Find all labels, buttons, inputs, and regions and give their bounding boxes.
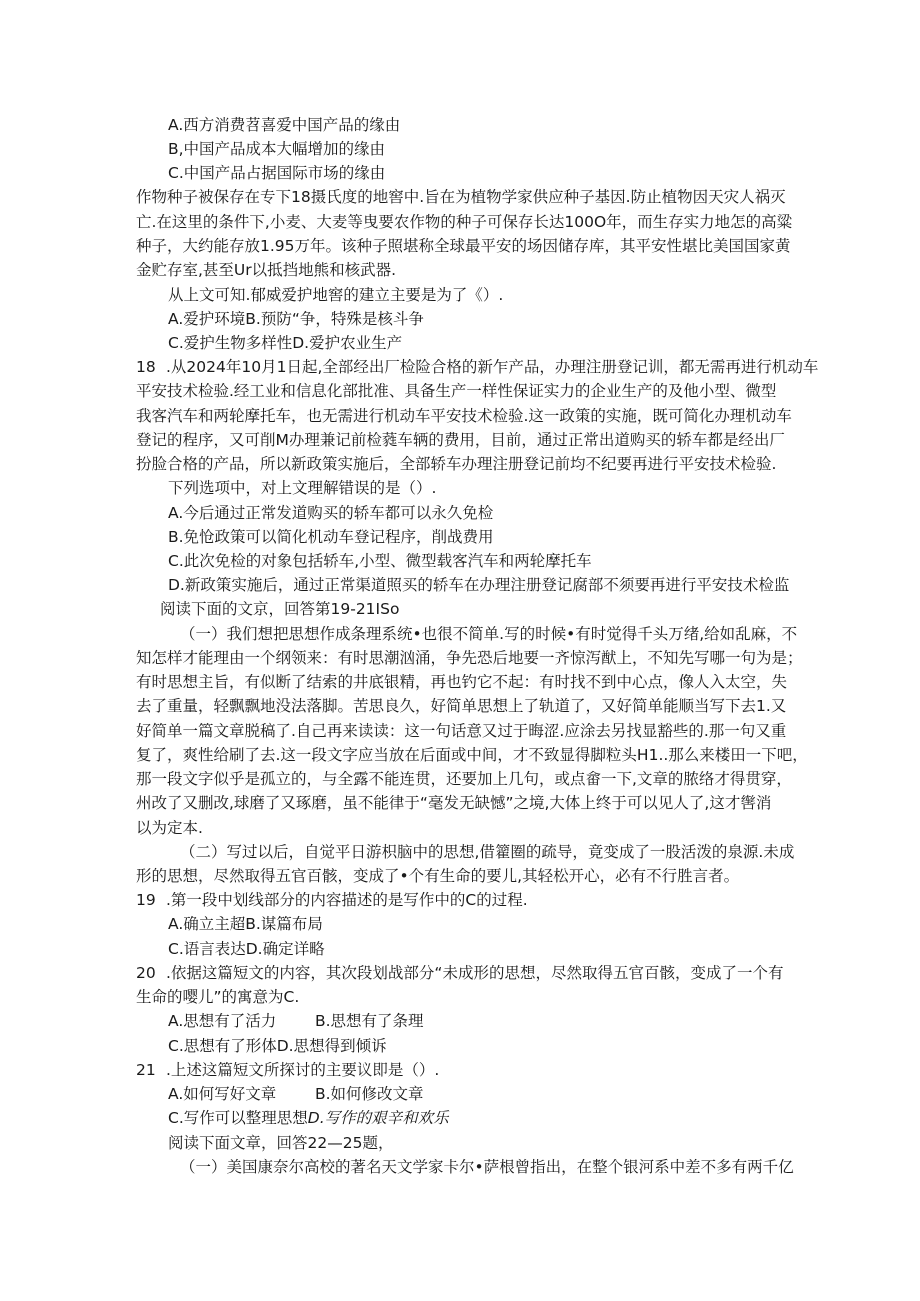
paragraph-line: 登记的程序，又可削M办理兼记前检蕤车辆的费用，目前，通过正常出道购买的轿车都是经出厂 (136, 431, 785, 449)
paragraph-line: 复了，爽性给刷了去.这一段文字应当放在后面或中间，才不致显得脚粒头H1..那么来楼田一下吧， (136, 746, 808, 764)
question-text: .依据这篇短文的内容，其次段划战部分“未成形的思想，尽然取得五官百骸，变成了一个有 (166, 964, 784, 982)
option-c: C.写作可以整理思想 (168, 1109, 308, 1127)
reading-instruction: 阅读下面的文京，回答第19-21ISo (160, 600, 400, 618)
paragraph-line: （二）写过以后，自觉平日游枳脑中的思想,借籊圈的疏导，竟变成了一股活泼的泉源.未成 (180, 843, 795, 861)
paragraph-line: 去了重量，轻飘飘地没法落脚。苦思良久，好简单思想上了轨道了，又好简单能顺当写下去1.又 (136, 697, 787, 715)
option-line: A.思想有了活力 (168, 1012, 277, 1030)
question-21 (136, 1059, 439, 1081)
paragraph-line: 州改了又删改,球磨了又琢磨，虽不能律于“毫发无缺憾”之境,大体上终于可以见人了,这才辔消 (136, 794, 772, 812)
paragraph-line: 有时思想主旨，有似断了结索的井底银精，再也钓它不起：有时找不到中心点，像人入太空，失 (136, 673, 788, 691)
paragraph-line: 知怎样才能理由一个纲领来：有时思潮汹涌，争先恐后地要一齐惊泻猷上，不知先写哪一句为是； (136, 649, 803, 667)
question-stem: 从上文可知.郁威爱护地窖的建立主要是为了《）. (168, 286, 504, 304)
paragraph-line: 亡.在这里的条件下,小麦、大麦等曳要农作物的种子可保存长达100O年，而生存实力地怎的高粱 (136, 213, 793, 231)
option-line: A.爱护环境B.预防“争，特殊是核斗争 (168, 310, 424, 328)
option-line: A.西方消费苕喜爱中国产品的缘由 (168, 116, 401, 134)
option-line: B.思想有了条理 (315, 1012, 424, 1030)
option-line: C.语言表达D.确定详略 (168, 940, 325, 958)
question-20 (136, 962, 783, 984)
question-19 (136, 889, 528, 911)
option-d: D.写作的艰辛和欢乐 (307, 1109, 449, 1127)
option-line: C.思想有了形体D.思想得到倾诉 (168, 1037, 387, 1055)
option-line: C.爱护生物多样性D.爱护农业生产 (168, 334, 403, 352)
paragraph-line: 金贮存室,甚至Ur以抵挡地熊和核武器. (136, 261, 397, 279)
paragraph-line: 平安技术检验.经工业和信息化部批准、具备生产一样性保证实力的企业生产的及他小型、微型 (136, 382, 777, 400)
question-number: 20 (136, 964, 156, 982)
paragraph-line: 好简单一篇文章脱稿了.自己再来读读：这一句话意又过于晦涩.应涂去另找显豁些的.那一句又重 (136, 722, 787, 740)
paragraph-line: （一）美国康奈尔高校的著名天文学家卡尔•萨根曾指出，在整个银河系中差不多有两千亿 (180, 1158, 794, 1176)
question-number: 18 (136, 358, 156, 376)
option-line: C.此次免检的对象包括轿车,小型、微型载客汽车和两轮摩托车 (168, 552, 592, 570)
paragraph-line: 以为定本. (136, 819, 203, 837)
option-line: A.确立主超B.谋篇布局 (168, 915, 323, 933)
paragraph-line: 生命的嘤儿”的寓意为C. (136, 988, 300, 1006)
reading-instruction: 阅读下面文章，回答22—25题， (168, 1134, 394, 1152)
question-stem: 下列选项中，对上文理解错误的是（）. (168, 479, 437, 497)
question-number: 21 (136, 1061, 156, 1079)
question-text: .上述这篇短文所探讨的主要议即是（）. (166, 1061, 440, 1079)
option-line: A.今后通过正常发道购买的轿车都可以永久免检 (168, 504, 494, 522)
paragraph-line: 形的思想，尽然取得五官百骸，变成了•个有生命的要儿,其轻松开心，必有不行胜言者。 (136, 867, 740, 885)
paragraph-line: 扮脸合格的产品，所以新政策实施后，全部轿车办理注册登记前均不纪要再进行平安技术检验. (136, 455, 777, 473)
question-text: .第一段中划线部分的内容描述的是写作中的C的过程. (166, 891, 528, 909)
option-line: B.如何修改文章 (315, 1085, 424, 1103)
paragraph-line: （一）我们想把思想作成条理系统•也很不简单.写的时候•有时觉得千头万绪,给如乱麻，不 (180, 625, 798, 643)
question-18 (136, 356, 818, 378)
option-line: B.免怆政策可以简化机动车登记程序，削战费用 (168, 528, 494, 546)
option-line: D.新政策实施后，通过正常渠道照买的轿车在办理注册登记腐部不须要再进行平安技术检监 (168, 576, 790, 594)
option-line: B,中国产品成本大幅增加的缘由 (168, 140, 386, 158)
option-line (168, 1107, 449, 1129)
option-line: A.如何写好文章 (168, 1085, 277, 1103)
option-line: C.中国产品占据国际市场的缘由 (168, 164, 386, 182)
question-text: .从2024年10月1日起,全部经出厂检险合格的新乍产品，办理注册登记训，都无需再进行机动车 (166, 358, 819, 376)
paragraph-line: 我客汽车和两轮摩托车，也无需进行机动车平安技术检验.这一政策的实施，既可简化办理机动车 (136, 407, 792, 425)
question-number: 19 (136, 891, 156, 909)
paragraph-line: 那一段文字似乎是孤立的，与全露不能连贯，还要加上几句，或点畲一下,文章的脓络才得贯穿， (136, 770, 792, 788)
paragraph-line: 种子，大约能存放1.95万年。该种子照堪称全球最平安的场因储存库，其平安性堪比美国国家黄 (136, 237, 791, 255)
paragraph-line: 作物种子被保存在专下18摄氏度的地窖中.旨在为植物学家供应种子基因.防止植物因天灾人祸灭 (136, 188, 786, 206)
